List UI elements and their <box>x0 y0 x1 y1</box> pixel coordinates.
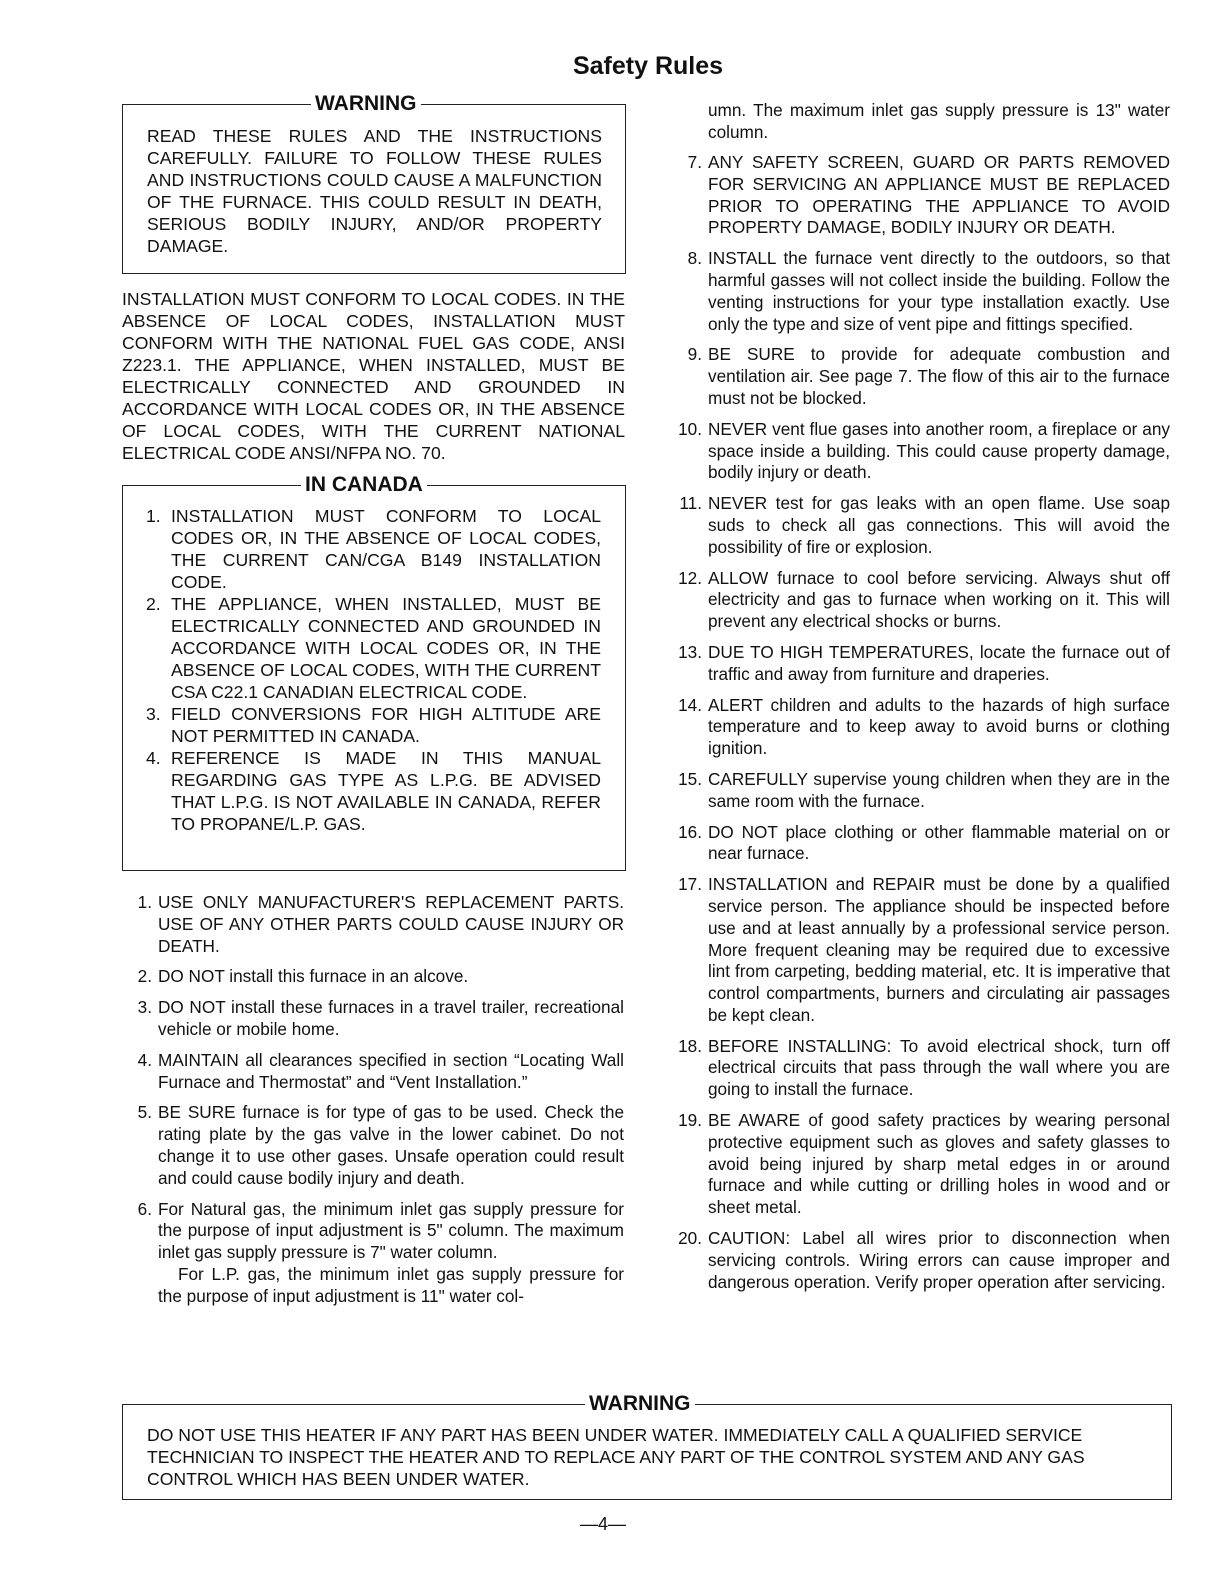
list-item <box>687 344 1170 409</box>
item-number: 13. <box>678 641 702 662</box>
list-item <box>137 997 624 1041</box>
item-text: BE AWARE of good safety practices by wearing personal protective equipment such as gloves and safety glasses to avoid being injured by sharp metal edges in or around furnace and while cutting or drilling holes in wood and or sheet metal. <box>708 1110 1170 1218</box>
item-text: NEVER test for gas leaks with an open flame. Use soap suds to check all gas connections. This will avoid the possibility of fire or explosion. <box>708 493 1170 557</box>
item-subtext: For L.P. gas, the minimum inlet gas supply pressure for the purpose of input adjustment is 11" water col- <box>158 1263 624 1306</box>
item-text: CAREFULLY supervise young children when they are in the same room with the furnace. <box>708 768 1170 811</box>
item-text: REFERENCE IS MADE IN THIS MANUAL REGARDING GAS TYPE AS L.P.G. BE ADVISED THAT L.P.G. IS NOT AVAILABLE IN CANADA, REFER TO PROPANE/L.P. GAS. <box>171 748 601 834</box>
warning-box-top <box>122 92 626 274</box>
list-item <box>678 768 1170 813</box>
item-text: For Natural gas, the minimum inlet gas supply pressure for the purpose of input adjustment is 5" column. The maximum inlet gas supply pressure is 7" water column. <box>158 1198 624 1263</box>
item-number: 2. <box>137 966 152 987</box>
item-number: 4. <box>146 748 161 768</box>
item-number: 12. <box>678 567 702 588</box>
item-text: BEFORE INSTALLING: To avoid electrical shock, turn off electrical circuits that pass through the wall where you are going to install the furnace. <box>708 1035 1170 1100</box>
item-number: 1. <box>137 892 152 912</box>
item-number: 4. <box>137 1049 152 1070</box>
warning-heading-bottom: WARNING <box>585 1393 695 1415</box>
canada-box <box>122 473 626 871</box>
list-item <box>678 694 1170 760</box>
item-text: INSTALL the furnace vent directly to the outdoors, so that harmful gasses will not collect inside the building. Follow the venting instructions for your type installation exactly. Use only the type and size of vent pipe and fittings specified. <box>708 248 1170 334</box>
list-item <box>137 1198 624 1308</box>
list-item <box>678 1035 1170 1101</box>
rules-list-left <box>137 892 624 1317</box>
warning-text-bottom: DO NOT USE THIS HEATER IF ANY PART HAS BEEN UNDER WATER. IMMEDIATELY CALL A QUALIFIED SERVICE TECHNICIAN TO INSPECT THE HEATER AND TO REPLACE ANY PART OF THE CONTROL SYSTEM AND ANY GAS CONTROL WHICH HAS BEEN UNDER WATER. <box>147 1425 1085 1489</box>
rules-list-right <box>678 152 1170 1302</box>
item-number: 17. <box>678 874 702 895</box>
item-number: 5. <box>137 1102 152 1123</box>
item-number: 3. <box>137 997 152 1018</box>
list-item <box>678 1228 1170 1293</box>
list-item <box>137 1049 624 1094</box>
item-text: INSTALLATION MUST CONFORM TO LOCAL CODES OR, IN THE ABSENCE OF LOCAL CODES, THE CURRENT CAN/CGA B149 INSTALLATION CODE. <box>171 506 601 592</box>
list-item <box>137 966 624 988</box>
item-number: 2. <box>146 594 161 614</box>
item-text: DO NOT install these furnaces in a travel trailer, recreational vehicle or mobile home. <box>158 997 624 1039</box>
item-text: THE APPLIANCE, WHEN INSTALLED, MUST BE ELECTRICALLY CONNECTED AND GROUNDED IN ACCORDANCE WITH LOCAL CODES OR, IN THE ABSENCE OF LOCAL CODES, WITH THE CURRENT CSA C22.1 CANADIAN ELECTRICAL CODE. <box>171 594 601 702</box>
list-item <box>137 1102 624 1189</box>
list-item <box>678 821 1170 866</box>
item-number: 16. <box>678 821 702 842</box>
item-text: DO NOT install this furnace in an alcove. <box>158 966 469 987</box>
item-number: 20. <box>678 1228 702 1249</box>
item-number: 14. <box>678 694 702 715</box>
item-number: 8. <box>687 248 702 269</box>
item-text: BE SURE to provide for adequate combustion and ventilation air. See page 7. The flow of this air to the furnace must not be blocked. <box>708 344 1170 408</box>
list-item <box>678 874 1170 1027</box>
item-text: FIELD CONVERSIONS FOR HIGH ALTITUDE ARE NOT PERMITTED IN CANADA. <box>171 704 601 746</box>
canada-heading: IN CANADA <box>301 474 427 496</box>
item-text: USE ONLY MANUFACTURER'S REPLACEMENT PARTS. USE OF ANY OTHER PARTS COULD CAUSE INJURY OR DEATH. <box>158 892 624 956</box>
list-item <box>146 593 601 703</box>
item-number: 10. <box>678 418 702 439</box>
item-text: ANY SAFETY SCREEN, GUARD OR PARTS REMOVED FOR SERVICING AN APPLIANCE MUST BE REPLACED PRIOR TO OPERATING THE APPLIANCE TO AVOID PROPERTY DAMAGE, BODILY INJURY OR DEATH. <box>708 152 1170 238</box>
rule-6-continuation: umn. The maximum inlet gas supply pressure is 13" water column. <box>708 100 1170 142</box>
item-number: 9. <box>687 344 702 365</box>
warning-text: READ THESE RULES AND THE INSTRUCTIONS CAREFULLY. FAILURE TO FOLLOW THESE RULES AND INSTRUCTIONS COULD CAUSE A MALFUNCTION OF THE FURNACE. THIS COULD RESULT IN DEATH, SERIOUS BODILY INJURY, AND/OR PROPERTY DAMAGE. <box>147 126 602 256</box>
list-item <box>679 493 1170 558</box>
list-item <box>687 152 1170 239</box>
item-number: 15. <box>678 768 702 789</box>
list-item <box>137 892 624 957</box>
item-text: MAINTAIN all clearances specified in section “Locating Wall Furnace and Thermostat” and “Vent Installation.” <box>158 1049 624 1092</box>
item-text: INSTALLATION and REPAIR must be done by a qualified service person. The appliance should be inspected before use and at least annually by a professional service person. More frequent cleaning may be required due to excessive lint from carpeting, bedding material, etc. It is imperative that control compartments, burners and circulating air passages be kept clean. <box>708 874 1170 1025</box>
item-text: ALLOW furnace to cool before servicing. Always shut off electricity and gas to furnace when working on it. This will prevent any electrical shocks or burns. <box>708 567 1170 632</box>
item-number: 1. <box>146 506 161 526</box>
canada-list <box>146 505 601 835</box>
item-text: CAUTION: Label all wires prior to disconnection when servicing controls. Wiring errors can cause improper and dangerous operation. Verify proper operation after servicing. <box>708 1228 1170 1292</box>
item-number: 7. <box>687 152 702 172</box>
list-item <box>678 567 1170 633</box>
item-text: ALERT children and adults to the hazards of high surface temperature and to keep away to avoid burns or clothing ignition. <box>708 694 1170 759</box>
item-number: 19. <box>678 1110 702 1131</box>
list-item <box>146 747 601 835</box>
item-number: 6. <box>137 1198 152 1219</box>
page-title: Safety Rules <box>572 52 724 80</box>
item-text: DO NOT place clothing or other flammable material on or near furnace. <box>708 821 1170 864</box>
list-item <box>146 505 601 593</box>
list-item <box>687 248 1170 335</box>
page-number: —4— <box>580 1514 627 1534</box>
item-number: 11. <box>679 493 702 514</box>
list-item <box>146 703 601 747</box>
item-text: NEVER vent flue gases into another room, a fireplace or any space inside a building. This could cause property damage, bodily injury or death. <box>708 418 1170 483</box>
item-text: DUE TO HIGH TEMPERATURES, locate the furnace out of traffic and away from furniture and draperies. <box>708 641 1170 684</box>
item-text: BE SURE furnace is for type of gas to be used. Check the rating plate by the gas valve in the lower cabinet. Do not change it to use other gases. Unsafe operation could result and could cause bodily injury and death. <box>158 1102 624 1188</box>
list-item <box>678 641 1170 686</box>
list-item <box>678 418 1170 484</box>
warning-box-bottom <box>122 1392 1172 1500</box>
installation-paragraph: INSTALLATION MUST CONFORM TO LOCAL CODES. IN THE ABSENCE OF LOCAL CODES, INSTALLATION MUST CONFORM WITH THE NATIONAL FUEL GAS CODE, ANSI Z223.1. THE APPLIANCE, WHEN INSTALLED, MUST BE ELECTRICALLY CONNECTED AND GROUNDED IN ACCORDANCE WITH LOCAL CODES OR, IN THE ABSENCE OF LOCAL CODES, WITH THE CURRENT NATIONAL ELECTRICAL CODE ANSI/NFPA NO. 70. <box>122 289 625 463</box>
item-number: 3. <box>146 704 161 724</box>
item-number: 18. <box>678 1035 702 1056</box>
warning-heading: WARNING <box>311 93 421 115</box>
list-item <box>678 1110 1170 1219</box>
